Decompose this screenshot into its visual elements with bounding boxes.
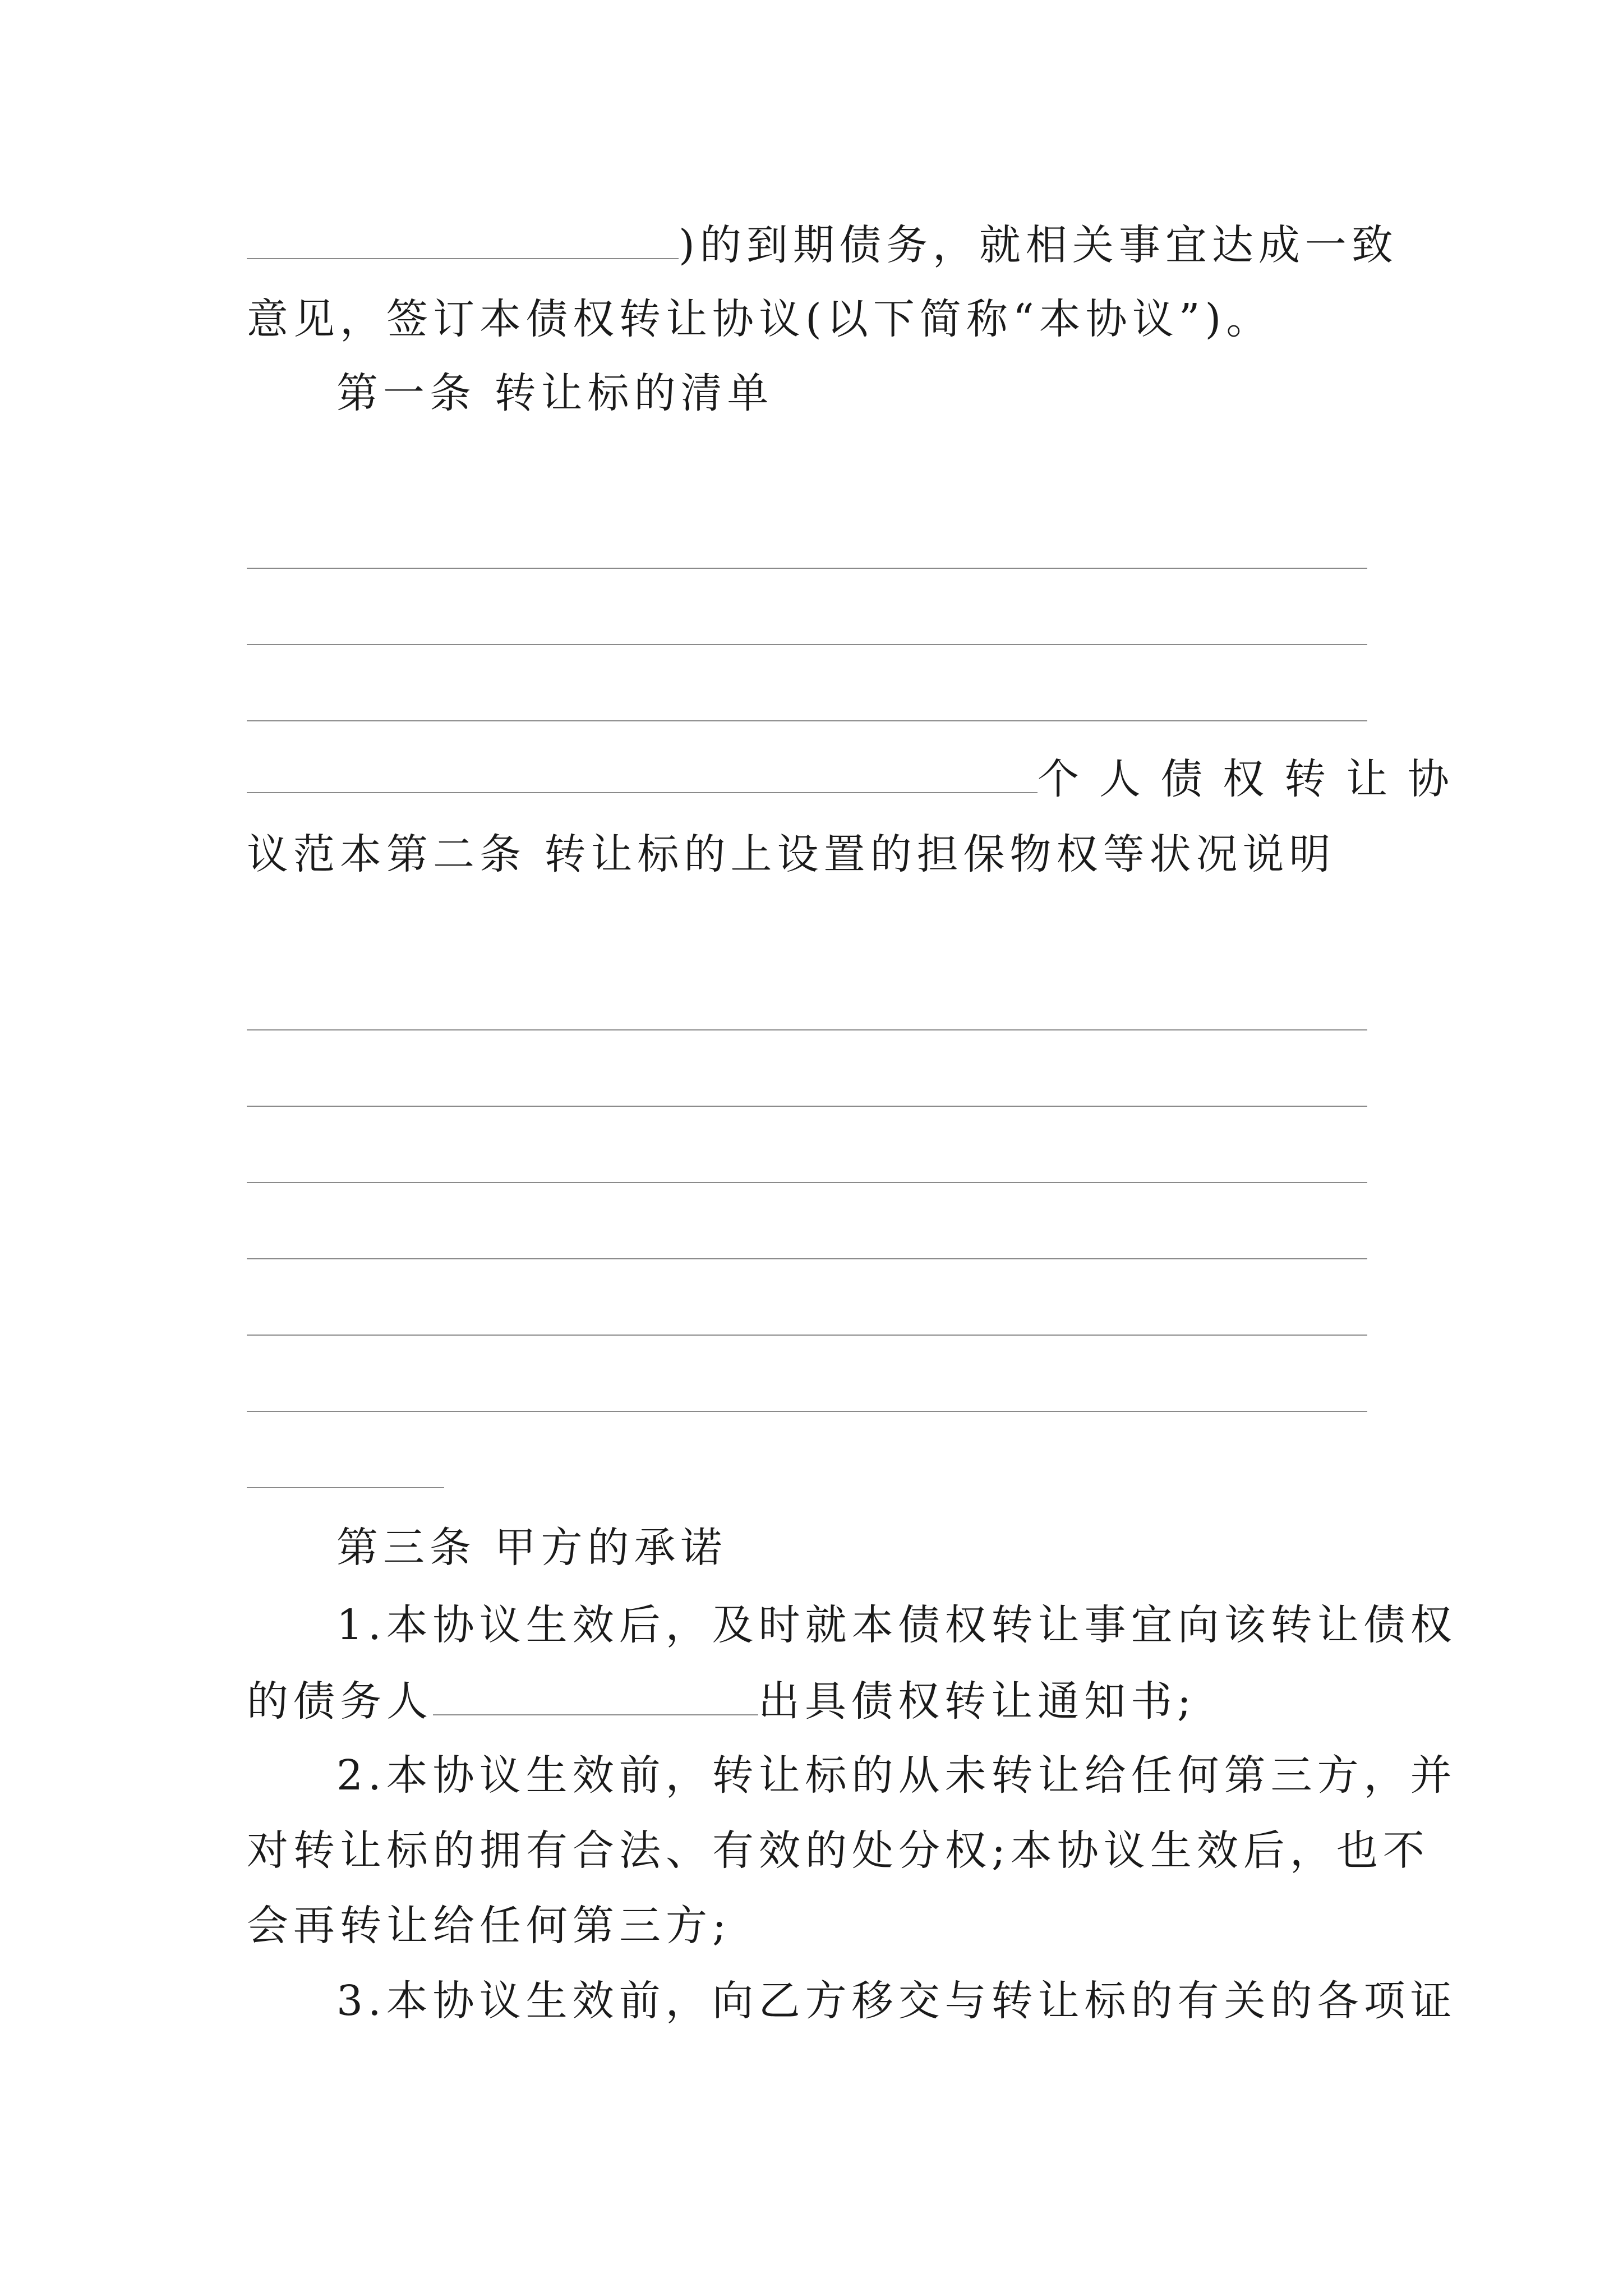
fill-in-blank bbox=[247, 757, 1038, 793]
list-item-line bbox=[336, 1601, 1457, 1649]
text-segment: 意见，签订本债权转让协议(以下简称“本协议”)。 bbox=[247, 295, 1273, 343]
paragraph-line bbox=[247, 221, 1398, 269]
blank-rule-line bbox=[247, 568, 1367, 569]
article-heading-text: 第三条 甲方的承诺 bbox=[336, 1524, 727, 1572]
blank-rule-line bbox=[247, 1487, 444, 1488]
blank-rule-line bbox=[247, 720, 1367, 721]
text-segment: 会再转让给任何第三方; bbox=[247, 1902, 731, 1950]
fill-in-blank bbox=[433, 1680, 758, 1715]
text-segment: )的到期债务，就相关事宜达成一致 bbox=[679, 221, 1398, 269]
article-heading-text: 第一条 转让标的清单 bbox=[336, 369, 774, 417]
article-heading bbox=[336, 1524, 727, 1572]
list-item-line bbox=[247, 1677, 1196, 1726]
blank-rule-line bbox=[247, 1335, 1367, 1336]
article-heading bbox=[336, 369, 774, 417]
list-item-line bbox=[336, 1751, 1457, 1800]
paragraph-line bbox=[247, 755, 1469, 803]
fill-in-blank bbox=[247, 223, 679, 259]
text-segment: 3.本协议生效前，向乙方移交与转让标的有关的各项证 bbox=[336, 1977, 1457, 2025]
blank-rule-line bbox=[247, 1411, 1367, 1412]
text-segment: 对转让标的拥有合法、有效的处分权;本协议生效后，也不 bbox=[247, 1826, 1430, 1875]
blank-rule-line bbox=[247, 1182, 1367, 1183]
blank-rule-line bbox=[247, 1106, 1367, 1107]
list-item-line bbox=[247, 1902, 731, 1950]
blank-rule-line bbox=[247, 1029, 1367, 1030]
text-segment: 议范本第二条 转让标的上设置的担保物权等状况说明 bbox=[247, 830, 1336, 878]
blank-rule-line bbox=[247, 644, 1367, 645]
text-segment: 个人债权转让协 bbox=[1038, 755, 1469, 803]
list-item-line bbox=[336, 1977, 1457, 2025]
text-segment: 2.本协议生效前，转让标的从未转让给任何第三方，并 bbox=[336, 1751, 1457, 1800]
text-segment: 的债务人 bbox=[247, 1677, 433, 1726]
list-item-line bbox=[247, 1826, 1430, 1875]
paragraph-line bbox=[247, 295, 1273, 343]
paragraph-line bbox=[247, 830, 1336, 878]
text-segment: 1.本协议生效后，及时就本债权转让事宜向该转让债权 bbox=[336, 1601, 1457, 1649]
text-segment: 出具债权转让通知书; bbox=[758, 1677, 1196, 1726]
blank-rule-line bbox=[247, 1258, 1367, 1259]
